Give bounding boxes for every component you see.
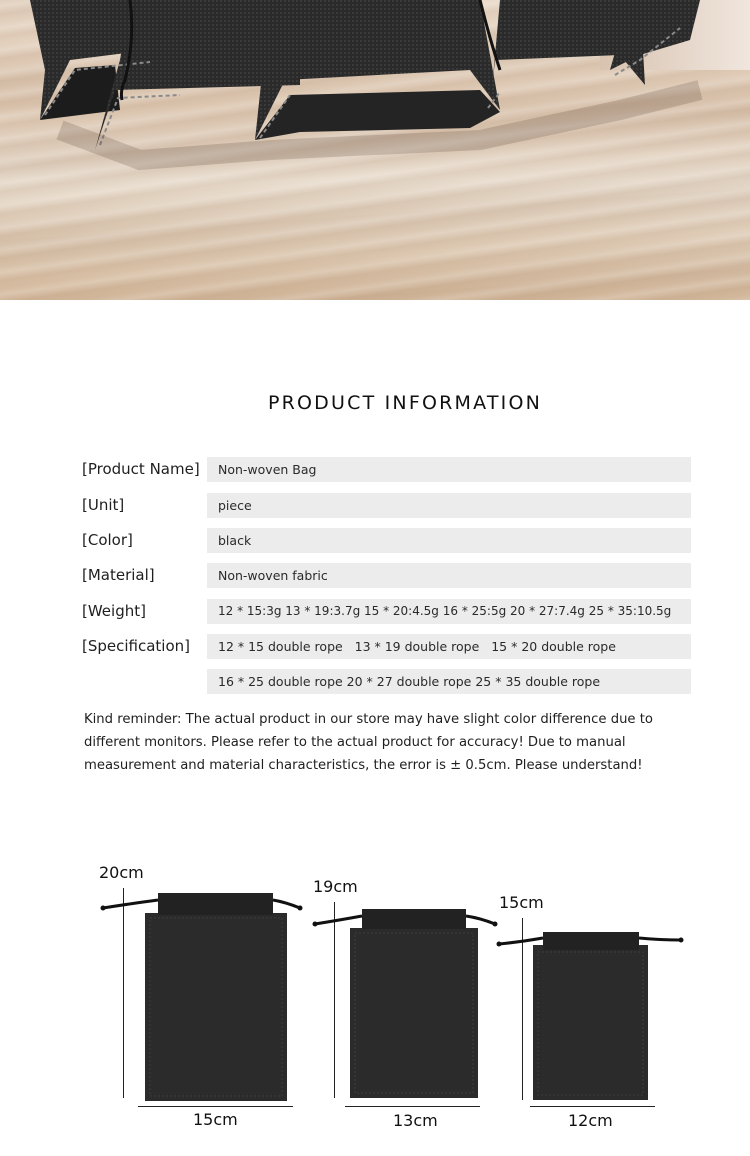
bag3-width-label: 12cm	[568, 1111, 613, 1130]
bag2-width-label: 13cm	[393, 1111, 438, 1130]
hero-photo	[0, 0, 750, 300]
bag2-image	[310, 906, 500, 1101]
info-label: [Unit]	[82, 496, 125, 514]
info-value: piece	[207, 493, 691, 518]
page-title: PRODUCT INFORMATION	[267, 392, 543, 414]
bag2-width-line	[345, 1106, 480, 1107]
size-diagram	[0, 850, 750, 1156]
kind-reminder: Kind reminder: The actual product in our store may have slight color difference due to different monitors. Please refer to the actual product for accuracy! Due to manual measurement and material characteristics, the error is ± 0.5cm. Please understand!	[84, 712, 653, 773]
info-row-unit	[0, 493, 750, 518]
info-label: [Material]	[82, 566, 155, 584]
bag2-height-label: 19cm	[313, 877, 358, 896]
bags-illustration	[0, 0, 750, 300]
info-row-specification	[0, 634, 750, 659]
bag1-image	[95, 888, 310, 1103]
info-value: 12 * 15:3g 13 * 19:3.7g 15 * 20:4.5g 16 * 25:5g 20 * 27:7.4g 25 * 35:10.5g	[207, 599, 691, 624]
info-row-material	[0, 563, 750, 588]
info-row-color	[0, 528, 750, 553]
info-row-weight	[0, 599, 750, 624]
info-value: 12 * 15 double rope 13 * 19 double rope 15 * 20 double rope	[207, 634, 691, 659]
bag1-width-line	[138, 1106, 293, 1107]
info-row-product-name	[0, 457, 750, 482]
info-label: [Weight]	[82, 602, 146, 620]
info-label: [Color]	[82, 531, 133, 549]
info-value: Non-woven fabric	[207, 563, 691, 588]
info-value: 16 * 25 double rope 20 * 27 double rope 25 * 35 double rope	[207, 669, 691, 694]
info-label: [Specification]	[82, 637, 191, 655]
bag1-width-label: 15cm	[193, 1110, 238, 1129]
info-label: [Product Name]	[82, 460, 200, 478]
bag3-height-label: 15cm	[499, 893, 544, 912]
info-value: black	[207, 528, 691, 553]
bag1-height-label: 20cm	[99, 863, 144, 882]
bag3-image	[495, 930, 685, 1102]
info-value: Non-woven Bag	[207, 457, 691, 482]
bag3-width-line	[530, 1106, 655, 1107]
info-row-specification-cont	[0, 669, 750, 694]
